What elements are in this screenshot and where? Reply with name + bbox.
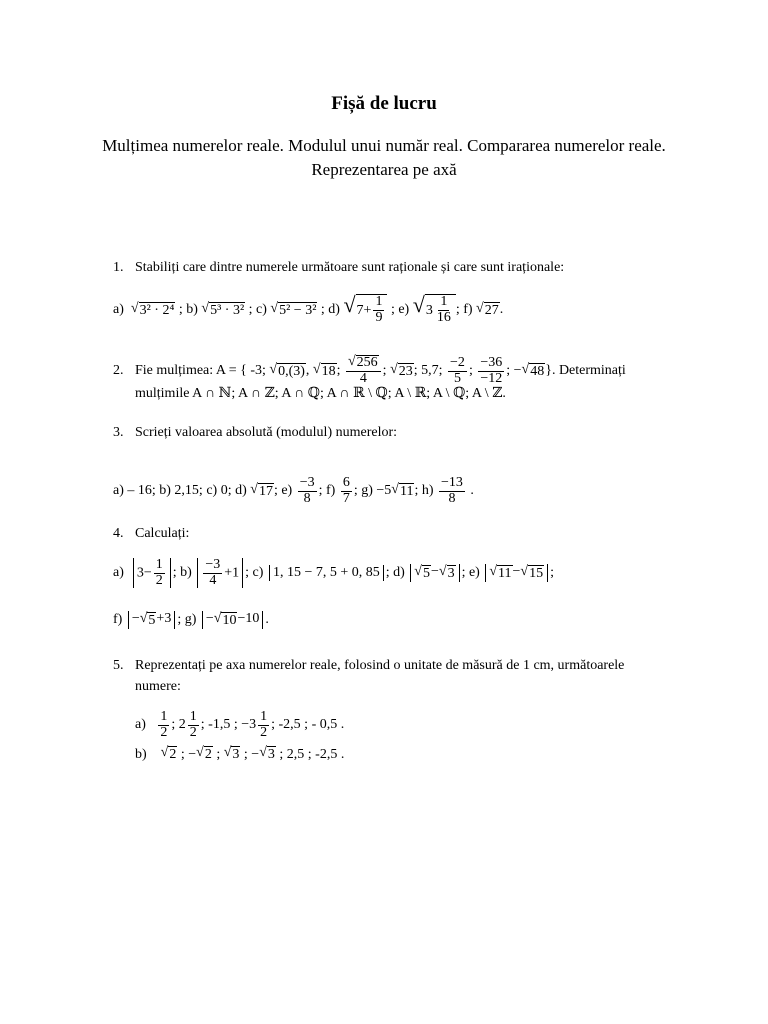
fraction: $\frac{6}{7}$ — [342, 474, 350, 506]
fraction: $\frac{1}{2}$ — [189, 708, 197, 740]
radical: √ 18 — [312, 361, 336, 379]
exercise-4-items-line-2: f) − √ 5 +3 ; g) − √ 10 −10 . — [113, 611, 269, 628]
exercise-4-number: 4. — [113, 526, 124, 541]
radical: √ 3² · 2⁴ — [130, 300, 175, 318]
fraction: √ 256 4 — [346, 355, 381, 386]
fraction: $\frac{1}{2}$ — [160, 708, 168, 740]
page-subtitle: Mulțimea numerelor reale. Modulul unui număr real. Compararea numerelor reale. Reprezentarea pe axă — [102, 136, 666, 179]
item-label: c) — [256, 302, 267, 317]
exercise-3-number: 3. — [113, 425, 124, 440]
radical: √ 7+ $\frac{1}{9}$ — [343, 294, 387, 325]
fraction: $\frac{-36}{-12}$ — [480, 354, 503, 386]
fraction: $\frac{-2}{5}$ — [450, 354, 465, 386]
page-title: Fișă de lucru — [331, 93, 437, 114]
radical: √ 11 — [391, 481, 414, 499]
fraction: $\frac{1}{9}$ — [375, 294, 383, 325]
exercise-3-text: Scrieți valoarea absolută (modulul) numerelor: — [135, 425, 398, 440]
radical: √ 48 — [521, 361, 545, 379]
worksheet-page: Fișă de lucru Mulțimea numerelor reale. Modulul unui număr real. Compararea numerelor reale. Reprezentarea pe axă 1. Stabiliți care dintre numerele următoare sunt raționale și care sunt iraționale: a) √ 3² · 2⁴ ; b) √ 5³ · 3² ; c) √ 5² − 3² ; d) √ 7+ $\frac{1}{9}$ ; e) √ 3 $\frac{1}{16}$ ; f) √ 27 . 2. Fie mulțimea: A = { -3; √ 0,(3) , √ 18 ; √ 256 4 ; √ 23 ; 5,7; $\frac{-2}{5}$ ; $\frac{-36}{-12}$ ; − √ 48 }. Determinați mulțimile A ∩ ℕ; A ∩ ℤ; A ∩ ℚ; A ∩ ℝ \ ℚ; A \ ℝ; A \ ℚ; A \ ℤ. 3. Scrieți valoarea absolută (modulul) numerelor: a) – 16; b) 2,15; c) 0; d) √ 17 ; e) $\frac{-3}{8}$ ; f) $\frac{6}{7}$ ; g) −5 √ 11 ; h) $\frac{-13}{8}$ . 4. Calculați: a) 3− $\frac{1}{2}$ ; b) $\frac{-3}{4}$ +1 ; c) 1, 15 − 7, 5 + 0, 85 ; d) √ 5 − √ 3 ; e) √ 11 − √ 15 ; f) − √ 5 +3 ; g) − √ 10 −10 . 5. Reprezentați pe axa numerelor reale, folosind o unitate de măsură de 1 cm, următoarele numere: a) $\frac{1}{2}$ ; 2 $\frac{1}{2}$ ; -1,5 ; −3 $\frac{1}{2}$ ; -2,5 ; - 0,5 . b) √ 2 ; − √ 2 ; √ 3 ; − √ 3 ; 2,5 ; -2,5 . — [0, 0, 768, 1024]
absolute-value: 1, 15 − 7, 5 + 0, 85 — [269, 565, 384, 581]
fraction: $\frac{1}{2}$ — [155, 556, 163, 588]
item-label: e) — [398, 302, 410, 317]
fraction: $\frac{-3}{4}$ — [205, 556, 221, 588]
absolute-value: $\frac{-3}{4}$ +1 — [197, 558, 243, 588]
item-label: b) — [186, 302, 198, 317]
radical: √ 2 — [196, 745, 212, 762]
exercise-1-text: Stabiliți care dintre numerele următoare sunt raționale și care sunt iraționale: — [135, 260, 565, 275]
fraction: $\frac{-13}{8}$ — [441, 474, 463, 506]
absolute-value: − √ 10 −10 — [202, 611, 264, 629]
radical: √ 17 — [250, 481, 273, 499]
radical: √ 3 — [223, 745, 240, 762]
radical: √ 0,(3) — [269, 361, 305, 379]
radical: √ 3 — [259, 745, 275, 762]
radical: √ 5³ · 3² — [201, 300, 245, 318]
absolute-value: √ 5 − √ 3 — [410, 564, 459, 582]
radical: √ 5² − 3² — [270, 300, 317, 318]
absolute-value: 3− $\frac{1}{2}$ — [133, 558, 171, 588]
item-label: d) — [328, 302, 340, 317]
radical: √ 2 — [160, 745, 177, 762]
fraction: $\frac{-3}{8}$ — [299, 474, 315, 506]
fraction: $\frac{1}{2}$ — [260, 708, 268, 740]
exercise-2-lead: Fie mulțimea: A = { -3; — [135, 363, 266, 378]
exercise-2-number: 2. — [113, 363, 124, 378]
absolute-value: − √ 5 +3 — [128, 611, 176, 629]
exercise-5-items-b: b) √ 2 ; − √ 2 ; √ 3 ; − √ 3 ; 2,5 ; -2,5 . — [135, 745, 345, 762]
item-label: f) — [463, 302, 473, 317]
exercise-5-text: Reprezentați pe axa numerelor reale, folosind o unitate de măsură de 1 cm, următoarele — [135, 658, 625, 673]
exercise-3-items: a) – 16; b) 2,15; c) 0; d) √ 17 ; e) $\frac{-3}{8}$ ; f) $\frac{6}{7}$ ; g) −5 √ 11 ; h) $\frac{-13}{8}$ . — [113, 474, 474, 506]
radical: √ 3 $\frac{1}{16}$ — [413, 294, 456, 325]
exercise-1-items: a) √ 3² · 2⁴ ; b) √ 5³ · 3² ; c) √ 5² − 3² ; d) √ 7+ $\frac{1}{9}$ ; e) √ 3 $\frac{1}{16}$ ; f) √ 27 . — [113, 292, 504, 325]
radical: √ 23 — [390, 361, 413, 379]
item-label: a) — [113, 302, 124, 317]
exercise-1-number: 1. — [113, 260, 124, 275]
absolute-value: √ 11 − √ 15 — [485, 564, 548, 582]
exercise-4-text: Calculați: — [135, 526, 190, 541]
fraction: $\frac{1}{16}$ — [436, 294, 451, 325]
exercise-5-items-a: a) $\frac{1}{2}$ ; 2 $\frac{1}{2}$ ; -1,5 ; −3 $\frac{1}{2}$ ; -2,5 ; - 0,5 . — [135, 708, 345, 740]
radical: √ 27 — [476, 300, 499, 318]
exercise-5-number: 5. — [113, 658, 124, 673]
exercise-4-items-line-1: a) 3− $\frac{1}{2}$ ; b) $\frac{-3}{4}$ +1 ; c) 1, 15 − 7, 5 + 0, 85 ; d) √ 5 − √ 3 ; e) √ 11 − √ 15 ; — [113, 556, 554, 588]
